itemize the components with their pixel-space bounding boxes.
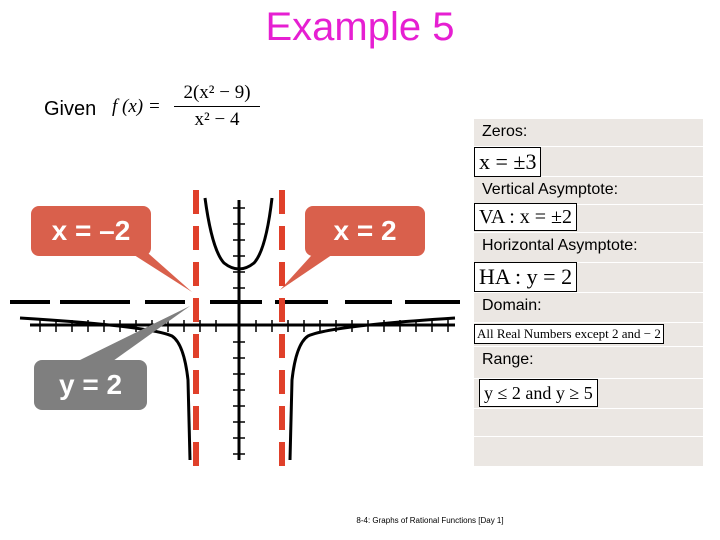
empty-row-2: [474, 436, 703, 466]
footer-text: 8-4: Graphs of Rational Functions [Day 1]: [356, 516, 504, 525]
formula-lhs: f (x) =: [112, 96, 161, 117]
zeros-value: x = ±3: [474, 147, 541, 177]
va-row: [474, 176, 703, 204]
zeros-label: Zeros:: [482, 123, 528, 140]
ha-value: HA : y = 2: [474, 262, 577, 292]
callout-ha: y = 2: [34, 360, 147, 410]
curve-right-branch: [290, 318, 455, 460]
domain-row: [474, 292, 703, 322]
slide-title: Example 5: [265, 5, 455, 49]
ha-row: [474, 232, 703, 262]
range-row: [474, 346, 703, 378]
zeros-row: [474, 118, 703, 146]
range-label: Range:: [482, 351, 534, 368]
domain-value: All Real Numbers except 2 and − 2: [474, 324, 664, 344]
formula-numerator: 2(x² − 9): [174, 82, 260, 107]
callout-right-va: x = 2: [305, 206, 425, 256]
empty-row-1: [474, 408, 703, 436]
range-value: y ≤ 2 and y ≥ 5: [479, 379, 598, 407]
callout-left-va: x = –2: [31, 206, 151, 256]
formula-denominator: x² − 4: [194, 109, 240, 130]
domain-label: Domain:: [482, 297, 542, 314]
va-label: Vertical Asymptote:: [482, 181, 619, 198]
va-value: VA : x = ±2: [474, 203, 577, 231]
ha-label: Horizontal Asymptote:: [482, 237, 638, 254]
given-label: Given: [44, 98, 97, 120]
